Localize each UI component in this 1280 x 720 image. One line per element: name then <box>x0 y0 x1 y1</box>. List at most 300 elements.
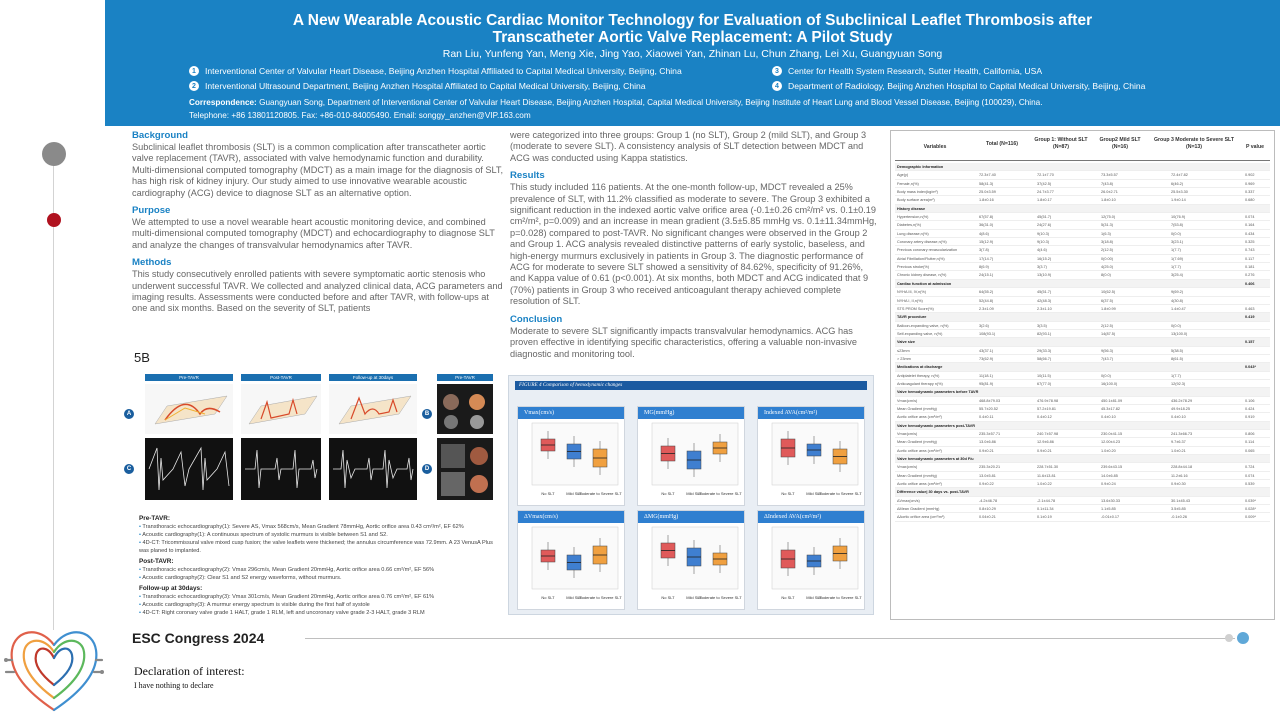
figure-5b <box>126 372 495 507</box>
table-cell: Self-expanding valve, n(%) <box>897 331 943 336</box>
table-cell: NYHA I, II,n(%) <box>897 298 923 303</box>
table-cell: 0.9±0.22 <box>979 482 994 487</box>
table-cell: 17(14.7) <box>979 256 994 261</box>
table-cell: Medications at discharge <box>897 365 943 370</box>
table-cell: 5(31.3) <box>1101 223 1114 228</box>
boxplot-group-label: Mild SLT <box>686 595 702 600</box>
table-cell: 73(62.9) <box>979 356 994 361</box>
figure-4-caption: FIGURE 4 Comparison of hemodynamic changes <box>515 381 867 390</box>
table-cell: 5(38.5) <box>1171 348 1184 353</box>
table-cell: 0.724 <box>1245 465 1255 470</box>
table-cell: 4(4.6) <box>1037 248 1047 253</box>
ct-image-pre <box>437 384 493 434</box>
boxplot-chart <box>758 419 864 505</box>
affiliation-4 <box>772 81 1145 91</box>
table-row <box>895 413 1270 421</box>
table-row <box>895 205 1270 213</box>
table-cell: 0.969 <box>1245 181 1255 186</box>
table-cell: 72.1±7.70 <box>1037 173 1054 178</box>
table-row <box>895 505 1270 513</box>
note-item: • Acoustic cardiography(3): A murmur energy spectrum is visible during the first half of systole <box>139 601 499 609</box>
table-cell: 9(69.2) <box>1171 290 1184 295</box>
table-cell: -4.2±46.78 <box>979 498 998 503</box>
table-header-cell: P value <box>1245 144 1265 150</box>
boxplot-group-label: Moderate to Severe SLT <box>818 491 862 496</box>
table-row <box>895 238 1270 246</box>
boxplot-panel-delta-ava <box>757 510 865 610</box>
boxplot-chart <box>518 419 624 505</box>
table-cell: 0.539 <box>1245 482 1255 487</box>
table-cell: ΔMean Gradient (mmHg) <box>897 507 940 512</box>
phonocardiogram-post <box>241 438 321 500</box>
table-cell: Hypertension,n(%) <box>897 215 929 220</box>
table-cell: 0.9±0.24 <box>1101 482 1116 487</box>
table-row <box>895 347 1270 355</box>
table-cell: 10(11.5) <box>1037 373 1051 378</box>
table-cell: 3(23.1) <box>1171 240 1184 245</box>
methods-text-continued: were categorized into three groups: Group 1 (no SLT), Group 2 (mild SLT), and Group 3 (moderate to severe SLT). A consistency analysis of SLT detection between MDCT and ACG was conducted using Kappa statistics. <box>510 130 867 163</box>
table-cell: 3(25.4) <box>1171 273 1184 278</box>
results-heading: Results <box>510 170 545 182</box>
correspondence-label: Correspondence: <box>189 98 257 107</box>
note-heading-pre: Pre-TAVR: <box>139 515 171 522</box>
table-cell: 476.9±78.98 <box>1037 398 1059 403</box>
footer-dot-grey <box>1225 634 1233 642</box>
table-row <box>895 221 1270 229</box>
table-row <box>895 397 1270 405</box>
table-cell: 436.2±78.29 <box>1171 398 1193 403</box>
table-cell: 1(7.69) <box>1171 256 1184 261</box>
table-row <box>895 313 1270 321</box>
purpose-text: We attempted to use a novel wearable heart acoustic monitoring device, and combined multi-dimensional computed tomography (MDCT) and echocardiography to diagnose SLT and analyze the changes of transvalvular hemodynamics after TAVR. <box>132 217 495 250</box>
table-cell: 228.7±51.30 <box>1037 465 1059 470</box>
table-header-row <box>895 135 1270 161</box>
table-cell: ≤23mm <box>897 348 910 353</box>
boxplot-group-label: Moderate to Severe SLT <box>578 491 622 496</box>
table-cell: ΔVmax(cm/s) <box>897 498 920 503</box>
table-cell: Aortic orifice area (cm²/m²) <box>897 415 942 420</box>
table-cell: -2.1±44.78 <box>1037 498 1056 503</box>
table-cell: 8(6.9) <box>979 265 989 270</box>
table-cell: 0.276 <box>1245 273 1255 278</box>
boxplot-chart <box>758 523 864 609</box>
left-text-column <box>132 130 504 321</box>
table-cell: 9(56.3) <box>1101 348 1114 353</box>
affiliation-number: 4 <box>772 81 782 91</box>
footer-line <box>305 638 1235 639</box>
table-cell: 4(30.8) <box>1171 298 1184 303</box>
affiliation-number: 3 <box>772 66 782 76</box>
table-row <box>895 422 1270 430</box>
figure-5b-notes <box>139 512 499 617</box>
table-cell: 45(51.7) <box>1037 215 1052 220</box>
table-cell: 0.117 <box>1245 256 1255 261</box>
boxplot-panel-ava <box>757 406 865 506</box>
table-cell: 0.1±0.19 <box>1037 515 1052 520</box>
table-cell: STS PROM Score(%) <box>897 306 934 311</box>
table-cell: 15(12.9) <box>979 240 994 245</box>
table-cell: 0.419 <box>1245 315 1255 320</box>
table-cell: 228.8±44.18 <box>1171 465 1193 470</box>
title-line-2: Transcatheter Aortic Valve Replacement: A Pilot Study <box>492 29 893 46</box>
table-cell: 29(33.3) <box>1037 348 1052 353</box>
table-cell: 16(15.2) <box>1037 256 1052 261</box>
panel-title: Vmax(cm/s) <box>518 407 624 419</box>
table-cell: NYHA III, IV,n(%) <box>897 290 926 295</box>
table-cell: Atrial Fibrillation/Flutter,n(%) <box>897 256 945 261</box>
title-line-1: A New Wearable Acoustic Cardiac Monitor Technology for Evaluation of Subclinical Leaflet Thrombosis after <box>292 12 1093 29</box>
table-cell: 2(12.5) <box>1101 248 1114 253</box>
table-cell: 1.9±0.14 <box>1171 198 1186 203</box>
boxplot-group-label: Mild SLT <box>566 595 582 600</box>
table-row <box>895 196 1270 204</box>
table-cell: 0.074 <box>1245 473 1255 478</box>
table-header-cell: Variables <box>923 144 947 150</box>
table-cell: 3(3.5) <box>1037 323 1047 328</box>
panel-tag-d: D <box>422 464 432 474</box>
note-item: • 4D-CT: Right coronary valve grade 1 HALT, grade 1 RLM, left and uncoronary valve grade 2-3 HALT, grade 3 RLM <box>139 609 499 617</box>
table-cell: Mean Gradient (mmHg) <box>897 473 937 478</box>
table-cell: 24(27.6) <box>1037 223 1052 228</box>
table-cell: Body mass index(kg/m²) <box>897 190 938 195</box>
table-row <box>895 388 1270 396</box>
table-cell: 0.157 <box>1245 340 1255 345</box>
boxplot-group-label: Mild SLT <box>566 491 582 496</box>
table-row <box>895 271 1270 279</box>
table-cell: Cardiac function at admission <box>897 281 952 286</box>
table-cell: 55.7±20.52 <box>979 406 998 411</box>
table-cell: 0.4±0.10 <box>1171 415 1186 420</box>
conclusion-heading: Conclusion <box>510 313 563 325</box>
table-cell: 12(75.0) <box>1101 215 1116 220</box>
table-cell: 14.0±6.85 <box>1101 473 1118 478</box>
table-row <box>895 355 1270 363</box>
table-cell: 2(12.5) <box>1101 323 1114 328</box>
declaration-heading: Declaration of interest: <box>134 664 245 678</box>
table-cell: Body surface area(m²) <box>897 198 935 203</box>
table-cell: Vmax(cm/s) <box>897 465 918 470</box>
ct-image-followup <box>437 438 493 500</box>
table-cell: 2.3±1.10 <box>1037 306 1052 311</box>
affiliation-number: 1 <box>189 66 199 76</box>
figure-4 <box>508 375 874 615</box>
table-cell: 9(10.3) <box>1037 240 1050 245</box>
table-cell: 10(76.9) <box>1171 215 1186 220</box>
table-cell: 0(0.0) <box>1101 373 1111 378</box>
table-cell: 3.5±5.85 <box>1171 507 1186 512</box>
panel-tag-b: B <box>422 409 432 419</box>
table-cell: Valve hemodynamic parameters post-TAVR <box>897 423 975 428</box>
table-cell: 1.8±0.10 <box>1101 198 1116 203</box>
table-cell: TAVR procedure <box>897 315 927 320</box>
table-row <box>895 188 1270 196</box>
table-row <box>895 288 1270 296</box>
panel-tag-a: A <box>124 409 134 419</box>
table-cell: 0.902 <box>1245 173 1255 178</box>
table-cell: 9(10.3) <box>1037 231 1050 236</box>
note-item: • Acoustic cardiography(2): Clear S1 and S2 energy waveforms, without murmurs. <box>139 574 499 582</box>
boxplot-group-label: Mild SLT <box>686 491 702 496</box>
table-cell: 0.743 <box>1245 248 1255 253</box>
table-row <box>895 246 1270 254</box>
panel-title: ΔMG(mmHg) <box>638 511 744 523</box>
table-cell: 0.181 <box>1245 265 1255 270</box>
table-cell: 25.0±3.59 <box>979 190 996 195</box>
table-cell: 0.4±0.10 <box>1101 415 1116 420</box>
table-cell: 0.9±0.21 <box>1037 448 1052 453</box>
grey-dot-decoration <box>42 142 66 166</box>
table-cell: Balloon-expanding valve, n(%) <box>897 323 949 328</box>
table-cell: 82(93.1) <box>1037 331 1052 336</box>
table-row <box>895 405 1270 413</box>
methods-heading: Methods <box>132 257 172 269</box>
table-cell: 0.065 <box>1245 448 1255 453</box>
table-header-cell: Total (N=116) <box>985 141 1019 147</box>
table-cell: 1.8±0.99 <box>1101 306 1116 311</box>
table-cell: Difference value| 30 days vs. post-TAVR <box>897 490 969 495</box>
boxplot-group-label: Mild SLT <box>806 491 822 496</box>
boxplot-group-label: No SLT <box>541 595 555 600</box>
table-cell: 0.009* <box>1245 515 1256 520</box>
affiliation-text: Center for Health System Research, Sutter Health, California, USA <box>788 66 1043 76</box>
table-cell: 42(48.3) <box>1037 298 1052 303</box>
table-cell: Valve size <box>897 340 915 345</box>
table-cell: Previous coronary revascularization <box>897 248 958 253</box>
table-cell: -0.1±0.26 <box>1171 515 1188 520</box>
table-row <box>895 455 1270 463</box>
purpose-heading: Purpose <box>132 205 171 217</box>
table-cell: 235.3±57.71 <box>979 432 1001 436</box>
baseline-characteristics-table <box>890 130 1275 620</box>
table-cell: 0.806 <box>1245 432 1255 436</box>
table-cell: 45(51.7) <box>1037 290 1052 295</box>
table-body <box>895 163 1270 522</box>
table-cell: 11.2±6.16 <box>1171 473 1188 478</box>
results-text: This study included 116 patients. At the one-month follow-up, MDCT revealed a 25% prevalence of SLT, with 11.2% classified as moderate to severe. The Group 3 exhibited a significant reduction in the indexed aortic valve orifice area (-0.1±0.26 cm²/m² vs. 0.1±0.19 cm²/m², p=0.009) and an increase in mean gradient (3.5±5.85 mmHg vs. 0.1±11.34mmHg, p=0.028) compared to post-TAVR. No significant changes were observed in the Group 2 and Group 1. ACG analysis revealed distinctive patterns of early systolic, baseless, and high-energy murmurs exclusively in patients in Group 3. The diagnostic performance of ACG for moderate to severe SLT showed a sensitivity of 84.62%, specificity of 91.26%, and Kappa value of 0.61 (p<0.001). At six months, both MDCT and ACG indicated that 9 (70%) patients in Group 3 who received anticoagulant therapy achieved complete resolution of SLT. <box>510 182 877 307</box>
table-cell: 1(7.7) <box>1171 248 1181 253</box>
table-cell: 0.9±0.21 <box>979 448 994 453</box>
table-cell: 45.3±17.82 <box>1101 406 1120 411</box>
background-text: Subclinical leaflet thrombosis (SLT) is a common complication after transcatheter aortic valve replacement (TAVR), associated with valve hemodynamic function and durability. Multi-dimensional computed tomography (MDCT) as a main image for the diagnosis of SLT, has high risk of kidney injury. Our study aimed to use innovative wearable acoustic cardiography (ACG) device to diagnose SLT as an alternative option. <box>132 142 504 198</box>
table-cell: 13(100.0) <box>1171 331 1188 336</box>
boxplot-panel-vmax <box>517 406 625 506</box>
table-cell: Female,n(%) <box>897 181 919 186</box>
table-cell: 4(25.0) <box>1101 265 1114 270</box>
congress-title: ESC Congress 2024 <box>132 630 265 646</box>
table-cell: -0.01±0.17 <box>1101 515 1120 520</box>
table-cell: 0.04±0.21 <box>979 515 996 520</box>
boxplot-group-label: No SLT <box>661 595 675 600</box>
figure-bar-post-tavr: Post-TAVR <box>241 374 321 381</box>
table-row <box>895 480 1270 488</box>
table-cell: 0.1±11.34 <box>1037 507 1054 512</box>
table-cell: 3(3.7) <box>1037 265 1047 270</box>
boxplot-group-label: No SLT <box>781 491 795 496</box>
table-cell: Vmax(cm/s) <box>897 398 918 403</box>
table-cell: 10(62.5) <box>1101 290 1116 295</box>
table-cell: 0.919 <box>1245 415 1255 420</box>
table-cell: 1.8±0.16 <box>979 198 994 203</box>
table-row <box>895 180 1270 188</box>
table-cell: 72.4±7.82 <box>1171 173 1188 178</box>
heart-circuit-logo <box>4 600 104 718</box>
panel-tag-c: C <box>124 464 134 474</box>
table-row <box>895 372 1270 380</box>
table-cell: 0.434 <box>1245 231 1255 236</box>
note-item: • Transthoracic echocardiography(2): Vmax 296cm/s, Mean Gradient 20mmHg, Aortic orifice area 0.66 cm²/m², EF 56% <box>139 566 499 574</box>
table-cell: 0(0.00) <box>1101 256 1114 261</box>
table-cell: 13.0±6.86 <box>979 440 996 445</box>
table-row <box>895 255 1270 263</box>
table-header-cell: Group 1: Without SLT (N=87) <box>1034 137 1088 150</box>
note-item: • Transthoracic echocardiography(1): Severe AS, Vmax 568cm/s, Mean Gradient 78mmHg, Aortic orifice area 0.43 cm²/m², EF 62% <box>139 523 499 531</box>
table-cell: 25.5±3.30 <box>1171 190 1188 195</box>
table-cell: 72.3±7.40 <box>979 173 996 178</box>
table-cell: 14(87.5) <box>1101 331 1116 336</box>
table-cell: 64(55.2) <box>979 290 994 295</box>
spectrum-3d-pre <box>145 384 233 434</box>
table-cell: Previous stroke(%) <box>897 265 930 270</box>
table-cell: Chronic kidney disease, n(%) <box>897 273 947 278</box>
affiliation-text: Interventional Ultrasound Department, Beijing Anzhen Hospital Affiliated to Capital Medical University, Beijing, China <box>205 81 646 91</box>
figure-bar-pre-tavr: Pre-TAVR <box>145 374 233 381</box>
table-cell: 0.164 <box>1245 223 1255 228</box>
table-cell: 1.0±0.22 <box>1037 482 1052 487</box>
table-cell: 235.3±20.21 <box>979 465 1001 470</box>
boxplot-group-label: Moderate to Severe SLT <box>818 595 862 600</box>
table-row <box>895 472 1270 480</box>
contact-text: Telephone: +86 13801120805. Fax: +86-010-84005490. Email: songgy_anzhen@VIP.163.com <box>189 111 531 120</box>
boxplot-group-label: Mild SLT <box>806 595 822 600</box>
table-cell: ΔAortic orifice area (cm²/m²) <box>897 515 945 520</box>
panel-title: Indexed AVA(cm²/m²) <box>758 407 864 419</box>
table-cell: 0.325 <box>1245 240 1255 245</box>
table-cell: 0.463 <box>1245 306 1255 311</box>
spectrum-3d-post <box>241 384 321 434</box>
table-cell: 0.114 <box>1245 440 1255 445</box>
phonocardiogram-pre <box>145 438 233 500</box>
table-cell: Age(y) <box>897 173 909 178</box>
table-cell: 95(81.9) <box>979 381 994 386</box>
boxplot-group-label: Moderate to Severe SLT <box>698 491 742 496</box>
table-cell: 49.9±18.25 <box>1171 406 1190 411</box>
table-row <box>895 330 1270 338</box>
table-row <box>895 263 1270 271</box>
spectrum-3d-followup <box>329 384 417 434</box>
boxplot-group-label: No SLT <box>541 491 555 496</box>
note-heading-followup: Follow-up at 30days: <box>139 585 203 592</box>
table-cell: Antiplatelet therapy, n(%) <box>897 373 940 378</box>
table-cell: 57.2±19.81 <box>1037 406 1056 411</box>
table-cell: 7(53.8) <box>1171 223 1184 228</box>
table-cell: 6(46.2) <box>1171 181 1184 186</box>
table-cell: 24.7±3.77 <box>1037 190 1054 195</box>
table-cell: 7(43.8) <box>1101 181 1114 186</box>
table-cell: 6(37.5) <box>1101 298 1114 303</box>
table-cell: 73.3±5.57 <box>1101 173 1118 178</box>
table-cell: Demographic Information <box>897 165 944 169</box>
panel-title: ΔIndexed AVA(cm²/m²) <box>758 511 864 523</box>
table-row <box>895 380 1270 388</box>
table-cell: 240.7±57.98 <box>1037 432 1059 436</box>
table-cell: 52(44.8) <box>979 298 994 303</box>
table-row <box>895 488 1270 496</box>
table-cell: 7(43.7) <box>1101 356 1114 361</box>
table-cell: 1.0±0.21 <box>1171 448 1186 453</box>
table-cell: 230.0±41.15 <box>1101 432 1123 436</box>
table-cell: 4(8.6) <box>979 231 989 236</box>
table-cell: 1.4±0.47 <box>1171 306 1186 311</box>
affiliation-text: Interventional Center of Valvular Heart Disease, Beijing Anzhen Hospital Affiliated to Capital Medical University, Beijing, China <box>205 66 682 76</box>
table-cell: 13.0±5.81 <box>979 473 996 478</box>
table-cell: Mean Gradient (mmHg) <box>897 406 937 411</box>
table-cell: 241.3±66.73 <box>1171 432 1193 436</box>
table-cell: Valve hemodynamic parameters before TAVR <box>897 390 979 395</box>
table-cell: Mean Gradient (mmHg) <box>897 440 937 445</box>
table-row <box>895 230 1270 238</box>
boxplot-group-label: Moderate to Severe SLT <box>578 595 622 600</box>
boxplot-group-label: No SLT <box>661 491 675 496</box>
table-cell: 0.4±0.11 <box>979 415 994 420</box>
table-row <box>895 430 1270 438</box>
boxplot-panel-delta-mg <box>637 510 745 610</box>
panel-title: MG(mmHg) <box>638 407 744 419</box>
table-cell: 67(77.0) <box>1037 381 1052 386</box>
table-cell: 1(7.7) <box>1171 373 1181 378</box>
figure-5b-label: 5B <box>134 350 150 365</box>
table-cell: 1(6.3) <box>1101 231 1111 236</box>
table-row <box>895 447 1270 455</box>
table-cell: 1.1±5.85 <box>1101 507 1116 512</box>
table-row <box>895 363 1270 371</box>
table-cell: 0.074 <box>1245 215 1255 220</box>
table-header-cell: Group2 Mild SLT (N=16) <box>1099 137 1141 150</box>
table-row <box>895 322 1270 330</box>
table-cell: 0.406 <box>1245 281 1255 286</box>
note-item: • Transthoracic echocardiography(3): Vmax 301cm/s, Mean Gradient 20mmHg, Aortic orifice area 0.76 cm²/m², EF 61% <box>139 593 499 601</box>
table-cell: 1.8±0.17 <box>1037 198 1052 203</box>
table-cell: 8(0.0) <box>1101 273 1111 278</box>
table-cell: 16(100.0) <box>1101 381 1118 386</box>
table-cell: 2.3±1.09 <box>979 306 994 311</box>
red-dot-decoration <box>47 213 61 227</box>
boxplot-chart <box>638 523 744 609</box>
boxplot-group-label: No SLT <box>781 595 795 600</box>
note-heading-post: Post-TAVR: <box>139 558 174 565</box>
table-cell: 0.424 <box>1245 406 1255 411</box>
table-cell: Coronary artery disease,n(%) <box>897 240 947 245</box>
table-cell: Valve hemodynamic parameters at 30d F/u <box>897 457 974 462</box>
table-cell: 43(37.1) <box>979 348 994 353</box>
table-row <box>895 438 1270 446</box>
table-row <box>895 338 1270 346</box>
table-cell: 11(18.1) <box>979 373 993 378</box>
table-row <box>895 463 1270 471</box>
table-cell: Diabetes,n(%) <box>897 223 922 228</box>
poster-header <box>105 0 1280 126</box>
table-row <box>895 513 1270 521</box>
correspondence-block <box>189 96 1219 122</box>
table-row <box>895 171 1270 179</box>
boxplot-chart <box>638 419 744 505</box>
table-cell: 468.8±79.03 <box>979 398 1001 403</box>
table-cell: History disease <box>897 206 926 211</box>
table-cell: 67(57.8) <box>979 215 994 220</box>
note-item: • Acoustic cardiography(1): A continuous spectrum of systolic murmurs is visible between S1 and S2. <box>139 531 499 539</box>
table-cell: Vmax(cm/s) <box>897 432 918 436</box>
affiliation-1 <box>189 66 682 76</box>
table-cell: 0.4±0.12 <box>1037 415 1052 420</box>
